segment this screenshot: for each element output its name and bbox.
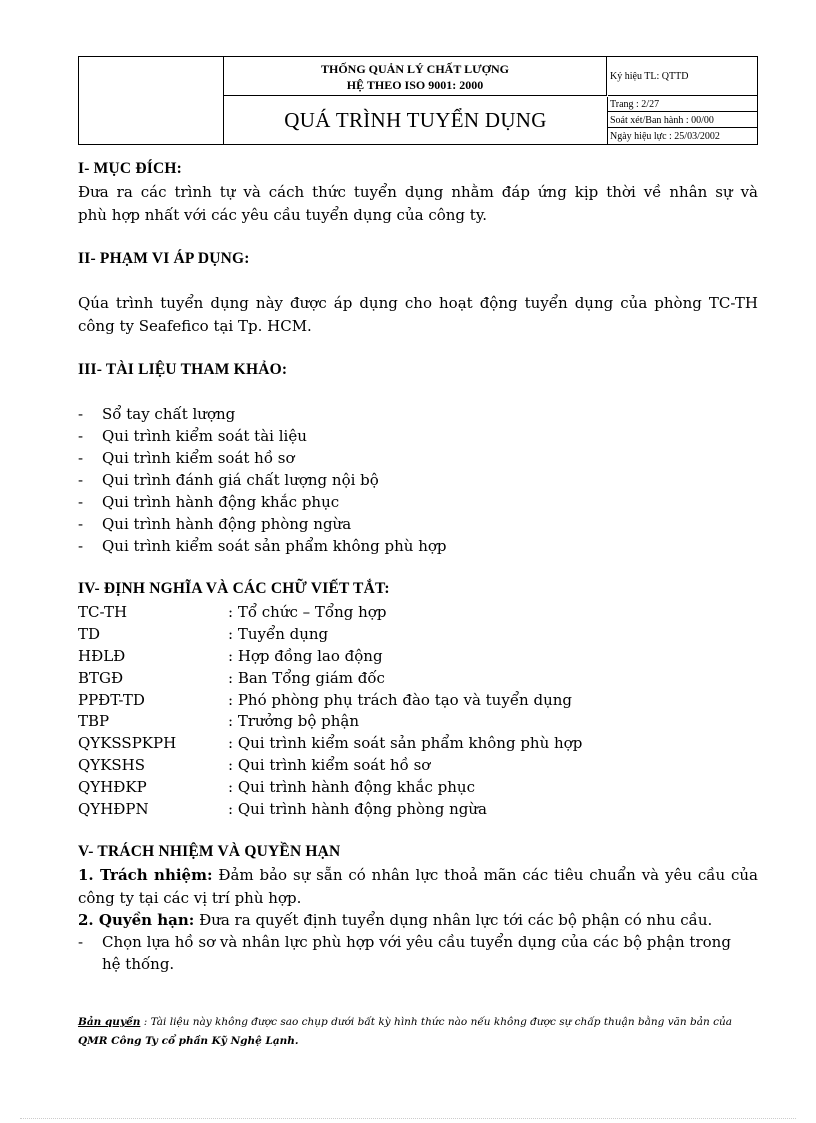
reference-item: - Qui trình kiểm soát tài liệu [78,427,307,445]
reference-item: - Sổ tay chất lượng [78,405,236,423]
section2-heading: II- PHẠM VI ÁP DỤNG: [78,250,250,267]
reference-item: - Qui trình đánh giá chất lượng nội bộ [78,471,379,489]
process-title: QUÁ TRÌNH TUYỂN DỤNG [224,97,608,144]
section4-heading: IV- ĐỊNH NGHĨA VÀ CÁC CHỮ VIẾT TẮT: [78,580,390,597]
section1-heading: I- MỤC ĐÍCH: [78,160,182,177]
term-def: : Tổ chức – Tổng hợp [228,603,387,621]
responsibility-label: 1. Trách nhiệm: [78,866,213,884]
copyright-note: Bản quyền : Tài liệu này không được sao chụp dưới bất kỳ hình thức nào nếu không được sự chấp thuận bằng văn bản của QMR Công Ty cổ phần Kỹ Nghệ Lạnh. [78,1016,732,1047]
term-abbr: QYKSHS [78,756,146,774]
system-title-line2: HỆ THEO ISO 9001: 2000 [346,78,484,92]
authority-bullet: - Chọn lựa hồ sơ và nhân lực phù hợp với yêu cầu tuyển dụng của các bộ phận trong [78,933,731,951]
term-def: : Tuyển dụng [228,625,329,643]
reference-item: - Qui trình hành động phòng ngừa [78,515,352,533]
term-def: : Qui trình hành động phòng ngừa [228,800,487,818]
section1-line1: Đưa ra các trình tự và cách thức tuyển dụng nhằm đáp ứng kịp thời về nhân sự và [78,183,758,201]
reference-item: - Qui trình kiểm soát hồ sơ [78,449,295,467]
term-def: : Qui trình hành động khắc phục [228,778,475,796]
copyright-label: Bản quyền [78,1016,141,1028]
section2-line1: Qúa trình tuyển dụng này được áp dụng cho hoạt động tuyển dụng của phòng TC-TH [78,294,758,312]
reference-item: - Qui trình kiểm soát sản phẩm không phù hợp [78,537,447,555]
term-abbr: PPĐT-TD [78,691,145,709]
term-abbr: QYKSSPKPH [78,734,177,752]
section3-heading: III- TÀI LIỆU THAM KHẢO: [78,361,288,378]
system-title-line1: THỐNG QUẢN LÝ CHẤT LƯỢNG [320,62,509,76]
effective-date: Ngày hiệu lực : 25/03/2002 [610,131,720,142]
term-def: : Qui trình kiểm soát hồ sơ [228,756,431,774]
responsibility-line2: công ty tại các vị trí phù hợp. [78,889,302,907]
term-abbr: QYHĐKP [78,778,147,796]
authority-label: 2. Quyền hạn: [78,911,195,929]
term-def: : Qui trình kiểm soát sản phẩm không phù hợp [228,734,583,752]
term-abbr: BTGĐ [78,669,124,687]
term-def: : Ban Tổng giám đốc [228,669,385,687]
term-abbr: TBP [78,712,110,730]
responsibility-line1: 1. Trách nhiệm: Đảm bảo sự sẵn có nhân lực thoả mãn các tiêu chuẩn và yêu cầu của [78,866,758,884]
term-def: : Phó phòng phụ trách đào tạo và tuyển dụng [228,691,573,709]
term-def: : Hợp đồng lao động [228,647,383,665]
term-abbr: HĐLĐ [78,647,126,665]
section1-line2: phù hợp nhất với các yêu cầu tuyển dụng của công ty. [78,206,488,224]
authority-bullet-cont: hệ thống. [102,955,175,973]
section5-heading: V- TRÁCH NHIỆM VÀ QUYỀN HẠN [78,843,341,860]
revision: Soát xét/Ban hành : 00/00 [608,113,758,128]
reference-item: - Qui trình hành động khắc phục [78,493,340,511]
logo-cell [79,57,224,144]
term-abbr: QYHĐPN [78,800,149,818]
term-abbr: TC-TH [78,603,128,621]
page-number: Trang : 2/27 [608,97,758,112]
page-bottom-divider [20,1118,796,1119]
term-def: : Trưởng bộ phận [228,712,359,730]
section2-line2: công ty Seafefico tại Tp. HCM. [78,317,312,335]
header-table [78,56,758,145]
authority-line: 2. Quyền hạn: Đưa ra quyết định tuyển dụng nhân lực tới các bộ phận có nhu cầu. [78,911,713,929]
doc-code: Ký hiệu TL: QTTD [608,57,758,96]
term-abbr: TD [78,625,101,643]
system-title-cell [224,57,607,96]
